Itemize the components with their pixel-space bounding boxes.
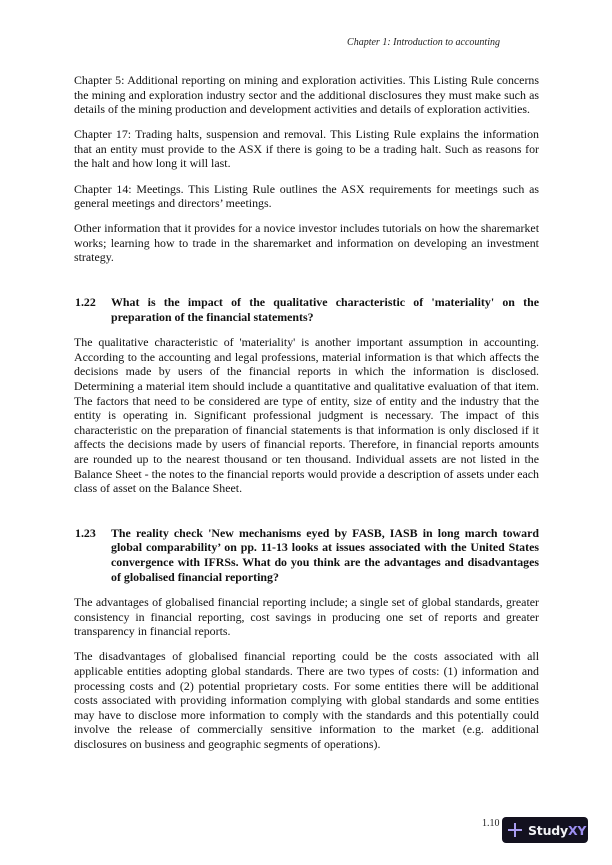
brand-name-study: Study [528, 822, 568, 838]
intro-paragraph-chapter-14: Chapter 14: Meetings. This Listing Rule outlines the ASX requirements for meetings such as general meetings and directors’ meetings. [74, 181, 539, 211]
question-heading-1-23 [74, 526, 539, 584]
answer-paragraph-advantages: The advantages of globalised financial reporting include; a single set of global standards, greater consistency in financial reporting, cost savings in producing one set of reports and greater transparency in financial reports. [74, 595, 539, 639]
question-text: What is the impact of the qualitative characteristic of 'materiality' on the preparation of the financial statements? [111, 295, 539, 324]
plus-icon [508, 823, 522, 837]
intro-paragraph-chapter-17: Chapter 17: Trading halts, suspension and removal. This Listing Rule explains the information that an entity must provide to the ASX if there is going to be a trading halt. Such as reasons for the halt and how long it will last. [74, 127, 539, 171]
question-text: The reality check 'New mechanisms eyed by FASB, IASB in long march toward global comparability’ on pp. 11-13 looks at issues associated with the United States convergence with IFRSs. What do you think are the advantages and disadvantages of globalised financial reporting? [111, 525, 539, 584]
page-number: 1.10 [482, 818, 500, 829]
running-header: Chapter 1: Introduction to accounting [347, 37, 500, 48]
studyxy-logo-badge[interactable] [502, 817, 588, 843]
page-content [74, 73, 539, 752]
intro-paragraph-other-info: Other information that it provides for a novice investor includes tutorials on how the sharemarket works; learning how to trade in the sharemarket and information on developing an investment strategy. [74, 221, 539, 265]
brand-name-xy: XY [567, 822, 587, 838]
question-number: 1.23 [75, 525, 96, 540]
answer-paragraph-disadvantages: The disadvantages of globalised financial reporting could be the costs associated with all applicable entities adopting global standards. There are two types of costs: (1) information and processing costs and (2) potential proprietary costs. For some entities there will be additional costs associated with providing information complying with global standards and some entities may have to disclose more information to comply with the standards and this potentially could involve the release of commercially sensitive information to the market (e.g. additional disclosures on business and geographic segments of operations). [74, 649, 539, 751]
answer-paragraph-materiality: The qualitative characteristic of 'materiality' is another important assumption in accounting. According to the accounting and legal professions, material information is that which affects the decisions made by users of the financial reports in which the information is disclosed. Determining a material item should include a quantitative and qualitative evaluation of that item. The factors that need to be considered are type of entity, size of entity and the industry that the entity is operating in. Significant professional judgment is necessary. The impact of this characteristic on the preparation of financial statements is that information is only disclosed if it affects the decisions made by users of financial reports. Therefore, in financial reports amounts are rounded up to the nearest thousand or ten thousand. Individual assets are not listed in the Balance Sheet - the notes to the financial reports would provide a description of assets under each class of asset on the Balance Sheet. [74, 335, 539, 496]
question-number: 1.22 [75, 295, 96, 310]
question-heading-1-22 [74, 295, 539, 324]
intro-paragraph-chapter-5: Chapter 5: Additional reporting on mining and exploration activities. This Listing Rule concerns the mining and exploration industry sector and the additional disclosures they must make such as details of the mining production and development activities and details of exploration activities. [74, 73, 539, 117]
